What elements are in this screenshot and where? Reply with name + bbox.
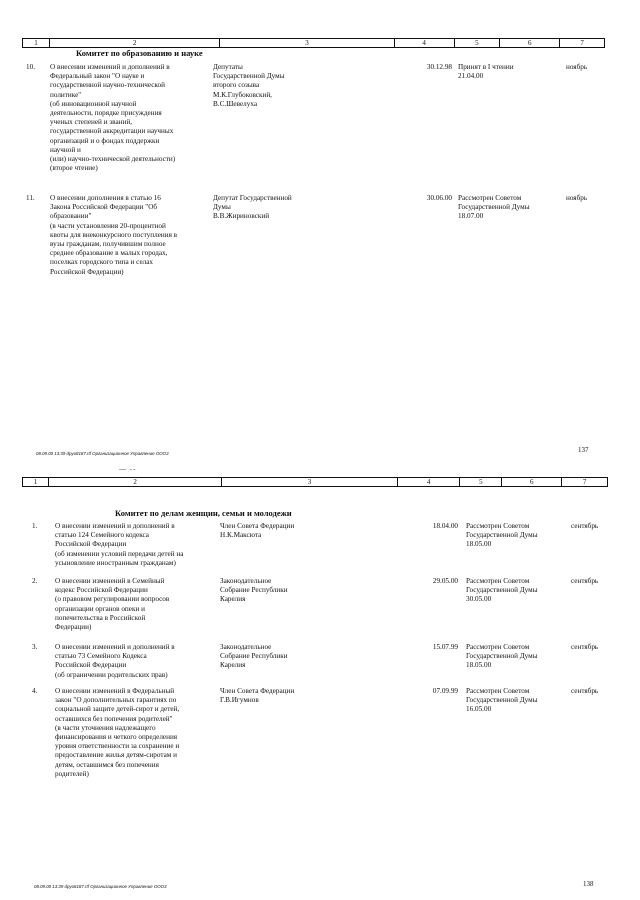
bill-title: О внесении изменений и дополнений в Федеральный закон "О науке и государственной научно-технической политике" (об инновационной научной деятельности, порядке присуждения ученых степеней и званий, государственной аккредитации научных организаций и о фондах поддержки научной и (или) научно-технической деятельности) (второе чтение) (50, 63, 176, 173)
bill-author: Член Совета Федерации Н.К.Максюта (220, 522, 295, 540)
table-row (0, 63, 640, 183)
column-number-cell: 7 (580, 39, 584, 47)
planned-month: ноябрь (566, 194, 588, 202)
bill-status: Рассмотрен Советом Государственной Думы 18.07.00 (458, 194, 530, 221)
bill-status: Рассмотрен Советом Государственной Думы 18.05.00 (466, 522, 538, 549)
column-number-cell: 4 (395, 39, 455, 47)
committee-heading: Комитет по образованию и науке (76, 48, 203, 58)
submission-date: 07.09.99 (432, 687, 458, 695)
row-number: 3. (32, 643, 38, 651)
planned-month: сентябрь (571, 687, 599, 695)
column-number-cell: 6 (500, 39, 560, 47)
submission-date: 29.05.00 (432, 577, 458, 585)
bill-title: О внесении изменений и дополнений в статью 124 Семейного кодекса Российской Федерации (об изменении условий передачи детей на усыновление иностранным гражданам) (55, 522, 184, 567)
page-number: 138 (583, 880, 594, 888)
table-row (0, 194, 640, 289)
bill-author: Депутаты Государственной Думы второго созыва М.К.Глубоковский, В.С.Шевелуха (213, 63, 285, 108)
column-number-cell: 7 (582, 478, 587, 486)
separator-mark: — ˗˗ (119, 465, 137, 473)
column-number-cell: 2 (49, 478, 222, 486)
column-header-row (22, 38, 605, 48)
committee-heading: Комитет по делам женщин, семьи и молодежи (115, 508, 292, 518)
bill-title: О внесении дополнения в статью 16 Закона Российской Федерации "Об образовании" (в части установления 20-процентной квоты для внеконкурсного поступления в вузы гражданам, получившим полное среднее образование в малых городах, поселках городского типа и селах Российской Федерации) (50, 194, 178, 276)
table-row (0, 643, 640, 683)
page-number: 137 (578, 446, 589, 454)
column-number-cell: 6 (502, 478, 562, 486)
bill-author: Законодательное Собрание Республики Карелия (220, 577, 288, 604)
bill-author: Член Совета Федерации Г.В.Игумнов (220, 687, 295, 705)
planned-month: ноябрь (566, 63, 588, 71)
column-number-cell: 3 (220, 39, 394, 47)
column-number-cell: 3 (222, 478, 397, 486)
row-number: 2. (32, 577, 38, 585)
column-number-cell: 1 (23, 39, 50, 47)
bill-author: Депутат Государственной Думы В.В.Жириновский (213, 194, 292, 221)
bill-status: Рассмотрен Советом Государственной Думы 18.05.00 (466, 643, 538, 670)
planned-month: сентябрь (571, 522, 599, 530)
row-number: 1. (32, 522, 38, 530)
planned-month: сентябрь (571, 577, 599, 585)
bill-status: Рассмотрен Советом Государственной Думы 30.05.00 (466, 577, 538, 604)
table-row (0, 687, 640, 787)
bill-status: Принят в I чтении 21.04.00 (458, 63, 514, 81)
column-header-row (22, 477, 608, 487)
submission-date: 30.06.00 (426, 194, 452, 202)
submission-date: 18.04.00 (432, 522, 458, 530)
bill-status: Рассмотрен Советом Государственной Думы 16.05.00 (466, 687, 538, 714)
bill-title: О внесении изменений и дополнений в статью 73 Семейного Кодекса Российской Федерации (об ограничении родительских прав) (55, 643, 175, 679)
planned-month: сентябрь (571, 643, 599, 651)
bill-title: О внесении изменений в Семейный кодекс Российской Федерации (о правовом регулировании вопросов организации органов опеки и попечительства в Российской Федерации) (55, 577, 170, 632)
footer-stamp: 08.09.00 13:39 dpyo8187.rtf Организационное Управление ООО3 (36, 451, 169, 456)
submission-date: 30.12.98 (426, 63, 452, 71)
footer-stamp: 08.09.00 13:39 dpyo8187.rtf Организационное Управление ООО3 (34, 884, 167, 889)
table-row (0, 522, 640, 572)
column-number-cell: 1 (23, 478, 49, 486)
column-number-cell: 4 (398, 478, 461, 486)
column-number-cell: 5 (455, 39, 501, 47)
table-row (0, 577, 640, 637)
submission-date: 15.07.99 (432, 643, 458, 651)
bill-title: О внесении изменений в Федеральный закон "О дополнительных гарантиях по социальной защите детей-сирот и детей, оставшихся без попечения родителей" (в части уточнения надлежащего финансирования и четкого определения уровня ответственности за сохранение и предоставление жилья детям-сиротам и детям, оставшимся без попечения родителей) (55, 687, 180, 778)
row-number: 4. (32, 687, 38, 695)
row-number: 11. (26, 194, 35, 202)
column-number-cell: 5 (460, 478, 502, 486)
row-number: 10. (26, 63, 35, 71)
bill-author: Законодательное Собрание Республики Карелия (220, 643, 288, 670)
column-number-cell: 2 (50, 39, 220, 47)
